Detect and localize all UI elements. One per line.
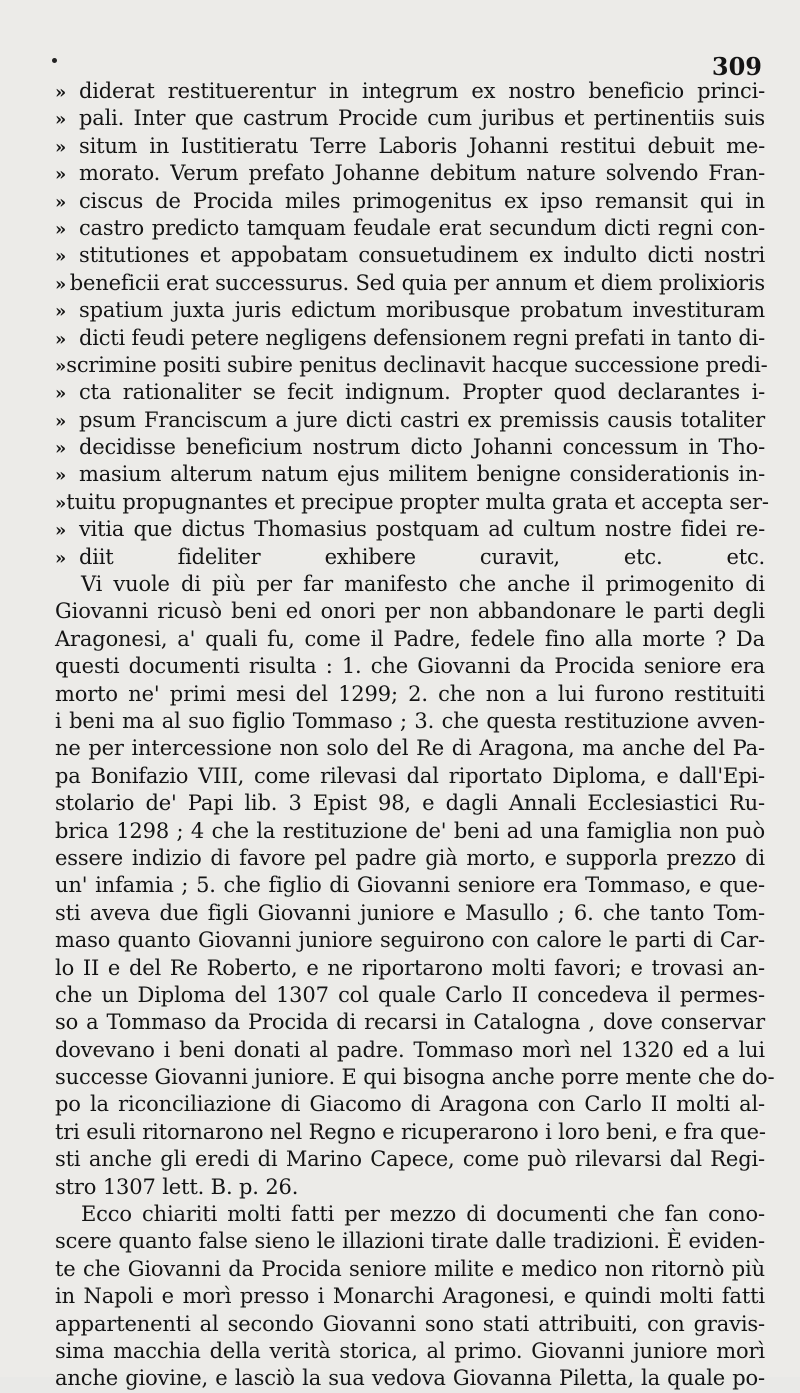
quoted-line-text: vitia que dictus Thomasius postquam ad cultum nostre fidei re- [79,517,765,542]
quoted-line-text: masium alterum natum ejus militem benigne considerationis in- [79,462,765,487]
quoted-line-text: cta rationaliter se fecit indignum. Propter quod declarantes i- [79,380,765,405]
quote-mark: » [55,218,67,240]
text-line: stro 1307 lett. B. p. 26. [55,1174,299,1199]
quote-mark: » [55,164,67,186]
quoted-line-text: morato. Verum prefato Johanne debitum nature solvendo Fran- [79,161,765,186]
text-line: Ecco chiariti molti fatti per mezzo di documenti che fan cono- [81,1202,765,1227]
quote-mark: » [55,520,67,542]
quoted-line-text: beneficii erat successurus. Sed quia per annum et diem prolixioris [69,270,765,295]
quote-mark: » [55,136,67,158]
quote-mark: » [55,547,67,569]
quoted-line [55,461,765,488]
quoted-line [55,434,765,461]
quoted-line-text: pali. Inter que castrum Procide cum juribus et pertinentiis suis [79,106,765,131]
text-line: lo II e del Re Roberto, e ne riportarono molti favori; e trovasi an- [55,955,765,980]
quoted-line-text: tuitu propugnantes et precipue propter multa grata et accepta ser- [66,489,769,514]
quoted-line [55,489,769,516]
text-line: successe Giovanni juniore. E qui bisogna anche porre mente che do- [55,1065,775,1090]
quoted-line [55,352,768,379]
text-line: morto ne' primi mesi del 1299; 2. che non a lui furono restituiti [55,681,765,706]
quoted-line-text: situm in Iustitieratu Terre Laboris Johanni restitui debuit me- [79,133,765,158]
text-line: un' infamia ; 5. che figlio di Giovanni seniore era Tommaso, e que- [55,873,765,898]
text-line: anche giovine, e lasciò la sua vedova Giovanna Piletta, la quale po- [55,1366,765,1391]
text-line: sima macchia della verità storica, al primo. Giovanni juniore morì [55,1338,765,1363]
quoted-line-text: diit fideliter exhibere curavit, etc. etc. [79,544,765,569]
quoted-line [55,270,765,297]
quoted-line [55,297,765,324]
quoted-line [55,133,765,160]
quoted-line-text: stitutiones et appobatam consuetudinem ex indulto dicti nostri [79,243,765,268]
quoted-line [55,516,765,543]
quote-mark: » [55,246,67,268]
quoted-line-text: dicti feudi petere negligens defensionem regni prefati in tanto di- [78,325,765,350]
quoted-line [55,242,765,269]
quote-mark: » [55,492,67,514]
main-text [55,78,775,1393]
quote-mark: » [55,273,67,295]
text-line: Vi vuole di più per far manifesto che anche il primogenito di [81,572,765,597]
text-line: sti anche gli eredi di Marino Capece, come può rilevarsi dal Regi- [55,1147,765,1172]
quote-mark: » [55,328,67,350]
commentary-passage [55,571,775,1393]
quote-mark: » [55,191,67,213]
quoted-line [55,160,765,187]
text-line: brica 1298 ; 4 che la restituzione de' beni ad una famiglia non può [55,818,765,843]
quoted-line-text: scrimine positi subire penitus declinavit hacque successione predi- [66,352,768,377]
quote-mark: » [55,82,67,103]
text-line: ne per intercessione non solo del Re di Aragona, ma anche del Pa- [55,736,765,761]
text-line: che un Diploma del 1307 col quale Carlo II concedeva il permes- [55,982,765,1007]
quoted-line [55,379,765,406]
text-line: sti aveva due figli Giovanni juniore e Masullo ; 6. che tanto Tom- [55,900,765,925]
text-line: po la riconciliazione di Giacomo di Aragona con Carlo II molti al- [55,1092,765,1117]
text-line: te che Giovanni da Procida seniore milite e medico non ritornò più [55,1256,765,1281]
quoted-line-text: ciscus de Procida miles primogenitus ex ipso remansit qui in [79,188,765,213]
quote-mark: » [55,355,67,377]
text-line: Aragonesi, a' quali fu, come il Padre, fedele fino alla morte ? Da [55,626,765,651]
quote-mark: » [55,438,67,460]
text-line: dovevano i beni donati al padre. Tommaso morì nel 1320 ed a lui [55,1037,765,1062]
text-line: in Napoli e morì presso i Monarchi Aragonesi, e quindi molti fatti [55,1284,765,1309]
quoted-diploma-passage [55,78,769,571]
quote-mark: » [55,410,67,432]
text-line: stolario de' Papi lib. 3 Epist 98, e dagli Annali Ecclesiastici Ru- [55,791,765,816]
text-line: Giovanni ricusò beni ed onori per non abbandonare le parti degli [55,599,765,624]
quoted-line-text: decidisse beneficium nostrum dicto Johanni concessum in Tho- [79,435,765,460]
text-line: essere indizio di favore pel padre già morto, e supporla prezzo di [55,845,765,870]
quote-mark: » [55,301,67,323]
page-number: 309 [711,52,762,81]
quoted-line [55,105,765,132]
quoted-line [55,544,765,571]
quoted-line [55,325,765,352]
text-line: i beni ma al suo figlio Tommaso ; 3. che questa restituzione avven- [55,708,765,733]
quoted-line [55,78,765,105]
text-line: maso quanto Giovanni juniore seguirono con calore le parti di Car- [55,928,765,953]
quoted-line [55,407,765,434]
quoted-line [55,188,765,215]
text-line: questi documenti risulta : 1. che Giovanni da Procida seniore era [55,654,765,679]
text-line: pa Bonifazio VIII, come rilevasi dal riportato Diploma, e dall'Epi- [55,763,765,788]
quoted-line-text: diderat restituerentur in integrum ex nostro beneficio princi- [79,79,765,103]
quote-mark: » [55,383,67,405]
text-line: so a Tommaso da Procida di recarsi in Catalogna , dove conservar [55,1010,765,1035]
text-line: scere quanto false sieno le illazioni tirate dalle tradizioni. È eviden- [55,1229,765,1254]
quote-mark: » [55,109,67,131]
quoted-line-text: psum Franciscum a jure dicti castri ex premissis causis totaliter [79,407,765,432]
quoted-line-text: castro predicto tamquam feudale erat secundum dicti regni con- [79,215,765,240]
quoted-line-text: spatium juxta juris edictum moribusque probatum investituram [79,298,765,323]
ink-speck [52,58,57,63]
quote-mark: » [55,465,67,487]
quoted-line [55,215,765,242]
text-line: appartenenti al secondo Giovanni sono stati attribuiti, con gravis- [55,1311,765,1336]
text-line: tri esuli ritornarono nel Regno e ricuperarono i loro beni, e fra que- [55,1119,766,1144]
